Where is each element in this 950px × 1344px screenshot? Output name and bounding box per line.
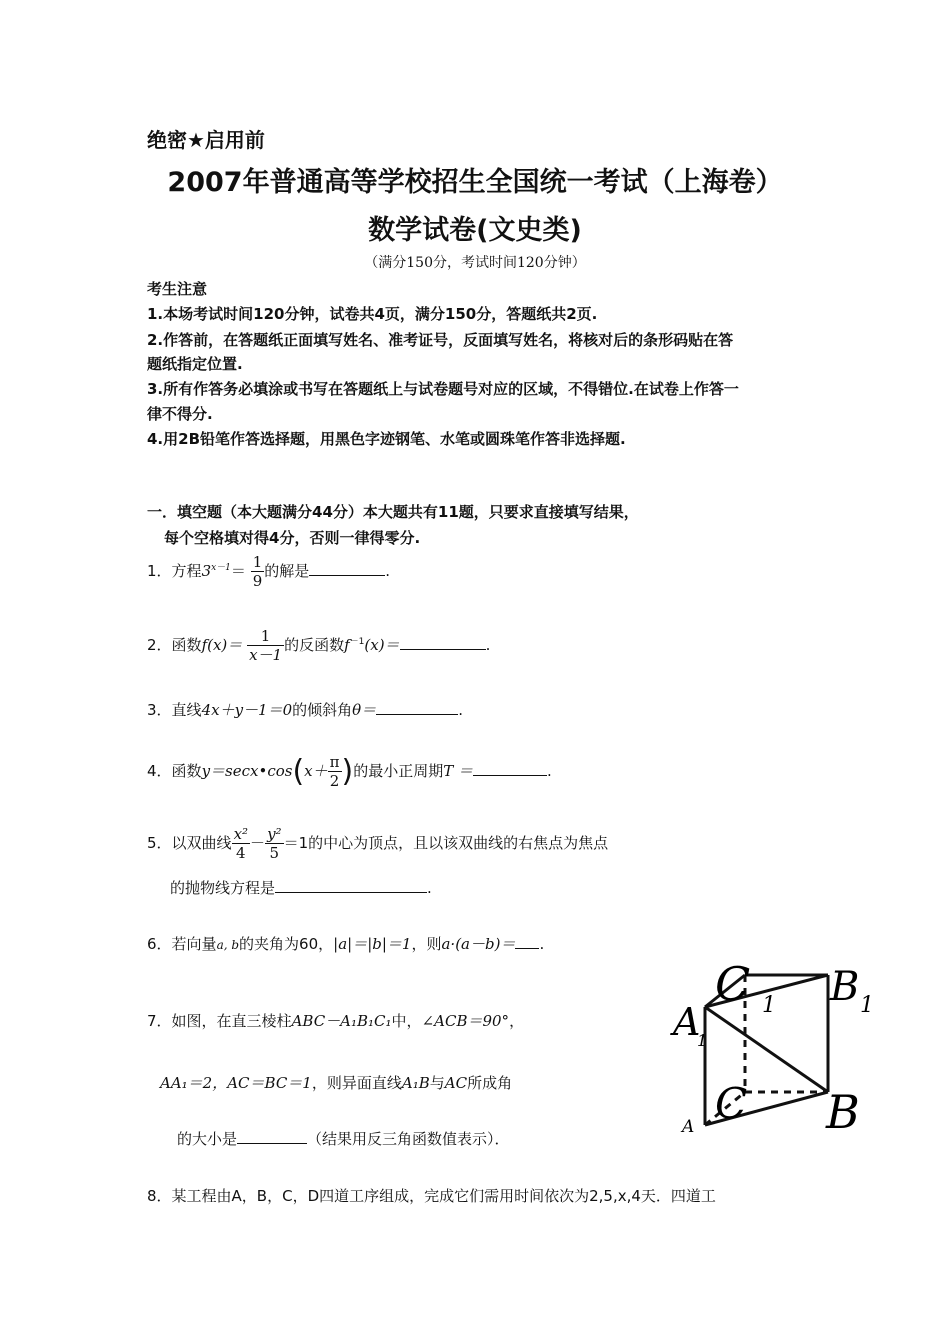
section1-heading-cont: 每个空格填对得4分，否则一律得零分.: [164, 529, 421, 547]
question-1: 1．方程$3^{x-1}=$ $\frac{1}{9}$ 的解是 .: [147, 553, 391, 590]
question-4: 4．函数y＝secx•cos(x＋ $\frac{\pi}{2}$ )的最小正周期T ＝ .: [147, 753, 552, 790]
question-5: 5．以双曲线 $\frac{\text{x²}}{4}$ － $\frac{\text{y²}}{5}$ ＝1的中心为顶点，且以该双曲线的右焦点为焦点: [147, 825, 609, 862]
question-5-cont: 的抛物线方程是 .: [170, 876, 432, 898]
section1-heading: 一．填空题（本大题满分44分）本大题共有11题，只要求直接填写结果，: [147, 503, 639, 521]
question-8: 8．某工程由A，B，C，D四道工序组成，完成它们需用时间依次为2,5,x,4天．四道工: [147, 1187, 716, 1205]
notice-item: 4.用2B铅笔作答选择题，用黑色字迹钢笔、水笔或圆珠笔作答非选择题.: [147, 430, 626, 448]
label-A: A: [682, 1117, 695, 1137]
notice-heading: 考生注意: [147, 280, 208, 298]
label-B1: B: [830, 964, 860, 1010]
question-7-cont2: 的大小是 （结果用反三角函数值表示）．: [177, 1127, 510, 1149]
label-A1-sub: 1: [697, 1031, 708, 1050]
label-A1: A: [673, 1000, 701, 1044]
question-6: 6．若向量a, b的夹角为60，|a|＝|b|＝1，则a·(a－b)＝ .: [147, 932, 544, 954]
question-7-cont: AA₁＝2，AC＝BC＝1，则异面直线A₁B与AC所成角: [160, 1074, 513, 1092]
question-2: 2．函数f(x)＝ $\frac{1}{x-1}$ 的反函数$f^{-1}(x)=$ .: [147, 627, 491, 664]
notice-item: 1.本场考试时间120分钟，试卷共4页，满分150分，答题纸共2页.: [147, 305, 598, 323]
notice-item: 2.作答前，在答题纸正面填写姓名、准考证号，反面填写姓名，将核对后的条形码贴在答: [147, 331, 734, 349]
label-C1-sub: 1: [762, 993, 776, 1018]
score-note: （满分150分，考试时间120分钟）: [364, 255, 586, 271]
label-C1: C: [715, 957, 751, 1011]
notice-item: 律不得分.: [147, 405, 213, 423]
label-B1-sub: 1: [860, 993, 874, 1018]
notice-item: 题纸指定位置.: [147, 355, 243, 373]
question-3: 3．直线4x＋y－1＝0的倾斜角θ＝ .: [147, 698, 463, 720]
exam-title: 2007年普通高等学校招生全国统一考试（上海卷）: [167, 167, 783, 198]
notice-item: 3.所有作答务必填涂或书写在答题纸上与试卷题号对应的区域，不得错位.在试卷上作答一: [147, 380, 739, 398]
label-B: B: [826, 1085, 860, 1139]
question-7: 7．如图，在直三棱柱ABC－A₁B₁C₁中，∠ACB＝90°，: [147, 1012, 525, 1030]
exam-subtitle: 数学试卷(文史类): [368, 215, 582, 246]
confidential-mark: 绝密★启用前: [147, 128, 265, 152]
label-C: C: [715, 1079, 748, 1128]
